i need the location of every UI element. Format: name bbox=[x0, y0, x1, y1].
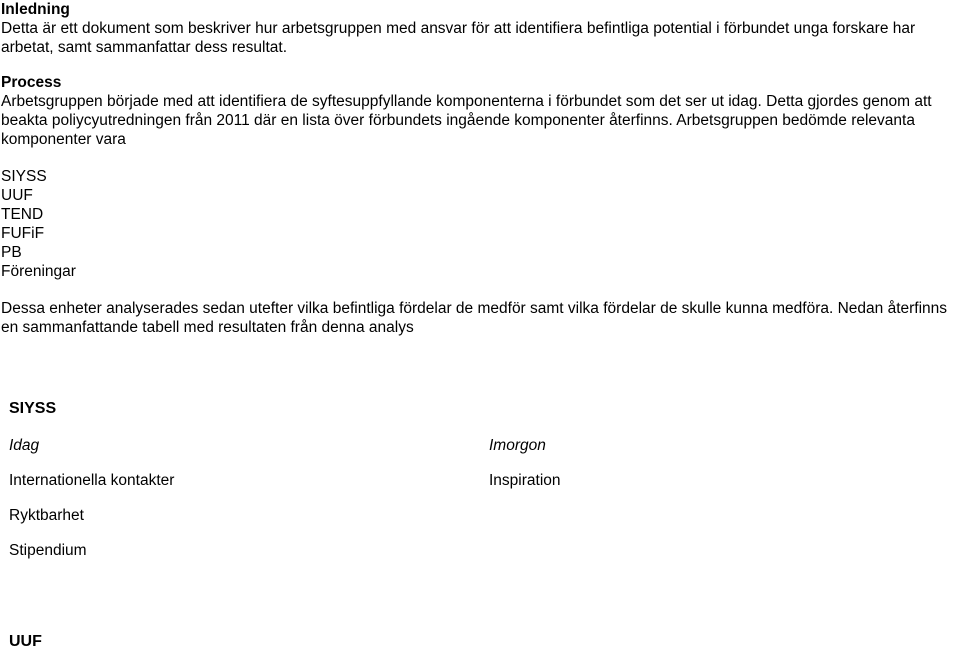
table-cell: Inspiration bbox=[489, 472, 561, 489]
process-followup bbox=[1, 299, 959, 337]
component-list bbox=[1, 167, 959, 281]
list-item: TEND bbox=[1, 206, 44, 223]
list-item: PB bbox=[1, 244, 22, 261]
column-header-today: Idag bbox=[9, 437, 40, 454]
intro-text: Detta är ett dokument som beskriver hur arbetsgruppen med ansvar för att identifiera befintliga potential i förbundet unga forskare har arbetat, samt sammanfattar dess resultat. bbox=[1, 20, 916, 56]
list-item: SIYSS bbox=[1, 168, 47, 185]
list-item: UUF bbox=[1, 187, 33, 204]
table-cell: Ryktbarhet bbox=[9, 507, 84, 524]
list-item: Föreningar bbox=[1, 263, 76, 280]
intro-heading: Inledning bbox=[1, 1, 70, 18]
process-heading: Process bbox=[1, 74, 62, 91]
list-item: FUFiF bbox=[1, 225, 45, 242]
table-cell: Stipendium bbox=[9, 542, 87, 559]
intro-section bbox=[1, 0, 959, 57]
next-section-title: UUF bbox=[9, 633, 42, 650]
table-title: SIYSS bbox=[9, 400, 57, 417]
process-text: Arbetsgruppen började med att identifiera de syftesuppfyllande komponenterna i förbundet som det ser ut idag. Detta gjordes genom att beakta poliycyutredningen från 2011 där en lista över förbundets ingående komponenter återfinns. Arbetsgruppen bedömde relevanta komponenter vara bbox=[1, 93, 932, 148]
table-cell: Internationella kontakter bbox=[9, 472, 175, 489]
column-header-future: Imorgon bbox=[489, 437, 546, 454]
process-section bbox=[1, 73, 959, 149]
followup-text: Dessa enheter analyserades sedan utefter vilka befintliga fördelar de medför samt vilka fördelar de skulle kunna medföra. Nedan återfinns en sammanfattande tabell med resultaten från denna analys bbox=[1, 300, 948, 336]
